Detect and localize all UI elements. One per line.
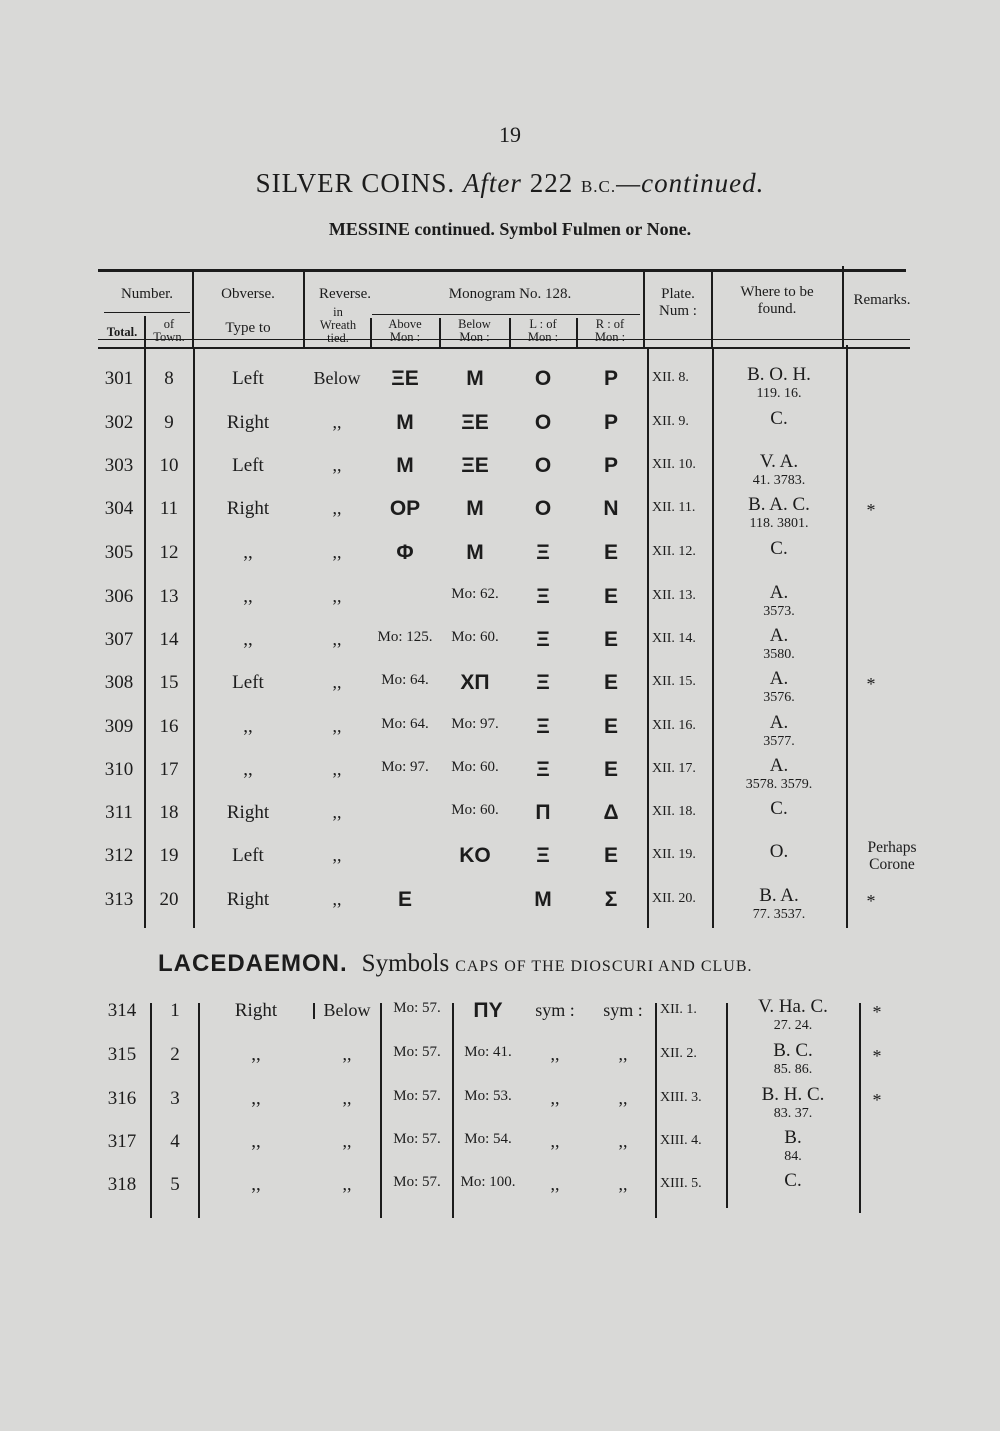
above-monogram: Mo: 57. bbox=[393, 1000, 441, 1016]
plate-number: XII. 9. bbox=[652, 414, 689, 429]
left-of-monogram: Π bbox=[535, 801, 551, 824]
right-of-monogram: P bbox=[603, 411, 618, 434]
below-monogram: Mo: 97. bbox=[451, 716, 499, 732]
number-subrule bbox=[104, 312, 190, 313]
reverse-wreath: ,, bbox=[332, 498, 342, 518]
location-codes: B. H. C. bbox=[761, 1084, 825, 1105]
header-in-wreath: in Wreath tied. bbox=[319, 305, 357, 346]
reverse-wreath: ,, bbox=[332, 802, 342, 822]
plate-number: XII. 18. bbox=[652, 804, 696, 819]
left-of-monogram: Ξ bbox=[536, 671, 550, 694]
reverse-wreath: ,, bbox=[332, 586, 342, 606]
obverse-type: ,, bbox=[251, 1174, 261, 1195]
header-obverse: Obverse. bbox=[221, 286, 275, 302]
left-of-monogram: Ξ bbox=[536, 585, 550, 608]
location-refs: 85. 86. bbox=[773, 1062, 813, 1077]
right-of-monogram: Δ bbox=[603, 801, 619, 824]
left-of-monogram: O bbox=[534, 497, 552, 520]
right-of-monogram: ,, bbox=[618, 1131, 628, 1151]
town-number: 19 bbox=[159, 845, 179, 866]
location-codes: V. A. bbox=[759, 451, 799, 472]
town-number: 17 bbox=[159, 759, 179, 780]
reverse-wreath: ,, bbox=[332, 716, 342, 736]
location-refs: 119. 16. bbox=[756, 386, 802, 401]
remark: * bbox=[872, 1090, 882, 1110]
obverse-type: Left bbox=[232, 672, 264, 693]
left-of-monogram: Ξ bbox=[536, 844, 550, 867]
obverse-type: Right bbox=[226, 889, 270, 910]
above-monogram: ΞE bbox=[391, 367, 419, 390]
header-remarks: Remarks. bbox=[853, 292, 911, 308]
obverse-type: ,, bbox=[243, 586, 253, 607]
left-of-monogram: ,, bbox=[550, 1131, 560, 1151]
above-monogram: E bbox=[397, 888, 412, 911]
location-codes: C. bbox=[784, 1170, 802, 1191]
plate-number: XIII. 5. bbox=[660, 1176, 702, 1191]
town-number: 12 bbox=[159, 542, 179, 563]
header-number: Number. bbox=[120, 286, 174, 302]
header-below-mon: Below Mon : bbox=[458, 317, 491, 345]
total-number: 302 bbox=[104, 412, 134, 433]
remark: Perhaps Corone bbox=[867, 839, 917, 874]
right-of-monogram: ,, bbox=[618, 1174, 628, 1194]
left-of-monogram: Ξ bbox=[536, 628, 550, 651]
page-title bbox=[0, 168, 1000, 199]
above-monogram: Mo: 125. bbox=[377, 629, 433, 645]
right-of-monogram: E bbox=[603, 844, 618, 867]
below-monogram: Mo: 41. bbox=[464, 1044, 512, 1060]
location-refs: 3573. bbox=[763, 604, 795, 619]
reverse-wreath: ,, bbox=[332, 759, 342, 779]
total-number: 311 bbox=[105, 802, 133, 823]
location-refs: 84. bbox=[784, 1149, 802, 1164]
header-total: Total. bbox=[106, 325, 138, 339]
left-of-monogram: ,, bbox=[550, 1088, 560, 1108]
left-of-monogram: M bbox=[534, 888, 552, 911]
below-monogram: ΞE bbox=[461, 454, 489, 477]
below-monogram: KO bbox=[459, 844, 491, 867]
right-of-monogram: P bbox=[603, 454, 618, 477]
obverse-type: Right bbox=[234, 1000, 278, 1021]
plate-number: XII. 16. bbox=[652, 718, 696, 733]
header-right-of-mon: R : of Mon : bbox=[594, 317, 626, 345]
location-refs: 118. 3801. bbox=[749, 516, 809, 531]
location-codes: B. A. bbox=[759, 885, 799, 906]
monogram-subrule bbox=[372, 314, 640, 315]
plate-number: XII. 2. bbox=[660, 1046, 697, 1061]
obverse-type: Left bbox=[232, 845, 264, 866]
town-number: 11 bbox=[159, 498, 179, 519]
title-continued: —continued. bbox=[616, 168, 765, 198]
location-codes: A. bbox=[769, 582, 789, 603]
plate-number: XII. 12. bbox=[652, 544, 696, 559]
above-monogram: Mo: 64. bbox=[381, 716, 429, 732]
col-divider bbox=[846, 345, 848, 928]
town-number: 16 bbox=[159, 716, 179, 737]
header-bottom-rule bbox=[98, 347, 910, 349]
reverse-wreath: ,, bbox=[342, 1088, 352, 1108]
obverse-type: ,, bbox=[251, 1044, 261, 1065]
total-number: 306 bbox=[104, 586, 134, 607]
below-monogram: ΠY bbox=[473, 999, 503, 1022]
total-number: 317 bbox=[107, 1131, 137, 1152]
total-number: 310 bbox=[104, 759, 134, 780]
right-of-monogram: E bbox=[603, 541, 618, 564]
town-number: 10 bbox=[159, 455, 179, 476]
obverse-type: Right bbox=[226, 412, 270, 433]
town-number: 14 bbox=[159, 629, 179, 650]
obverse-type: ,, bbox=[251, 1088, 261, 1109]
obverse-type: ,, bbox=[243, 759, 253, 780]
plate-number: XIII. 4. bbox=[660, 1133, 702, 1148]
below-monogram: M bbox=[466, 541, 484, 564]
remark: * bbox=[866, 500, 876, 520]
remark: * bbox=[866, 891, 876, 911]
obverse-type: Right bbox=[226, 802, 270, 823]
town-number: 5 bbox=[170, 1174, 180, 1195]
left-of-monogram: Ξ bbox=[536, 715, 550, 738]
header-type-to: Type to bbox=[225, 320, 271, 336]
header-of-town: of Town. bbox=[153, 317, 185, 345]
above-monogram: Mo: 57. bbox=[393, 1044, 441, 1060]
reverse-wreath: ,, bbox=[332, 889, 342, 909]
total-number: 316 bbox=[107, 1088, 137, 1109]
above-monogram: Mo: 57. bbox=[393, 1088, 441, 1104]
obverse-type: ,, bbox=[243, 716, 253, 737]
plate-number: XII. 14. bbox=[652, 631, 696, 646]
left-of-monogram: ,, bbox=[550, 1174, 560, 1194]
total-number: 313 bbox=[104, 889, 134, 910]
above-monogram: OP bbox=[389, 497, 421, 520]
header-above-mon: Above Mon : bbox=[388, 317, 422, 345]
left-of-monogram: O bbox=[534, 367, 552, 390]
plate-number: XII. 10. bbox=[652, 457, 696, 472]
lacedaemon-symbols: CAPS OF THE DIOSCURI AND CLUB. bbox=[455, 958, 753, 975]
page-number: 19 bbox=[499, 122, 521, 147]
location-codes: B. C. bbox=[773, 1040, 813, 1061]
total-number: 315 bbox=[107, 1044, 137, 1065]
above-monogram: Mo: 57. bbox=[393, 1174, 441, 1190]
location-codes: C. bbox=[770, 408, 788, 429]
above-monogram: Mo: 57. bbox=[393, 1131, 441, 1147]
location-refs: 83. 37. bbox=[773, 1106, 813, 1121]
reverse-wreath: ,, bbox=[332, 629, 342, 649]
location-refs: 3578. 3579. bbox=[745, 777, 813, 792]
lacedaemon-symbols-label: Symbols bbox=[361, 950, 450, 977]
left-of-monogram: Ξ bbox=[536, 758, 550, 781]
reverse-wreath: ,, bbox=[332, 542, 342, 562]
right-of-monogram: N bbox=[603, 497, 619, 520]
reverse-wreath: ,, bbox=[332, 455, 342, 475]
town-number: 20 bbox=[159, 889, 179, 910]
location-refs: 3576. bbox=[763, 690, 795, 705]
location-refs: 77. 3537. bbox=[752, 907, 806, 922]
above-monogram: M bbox=[396, 454, 414, 477]
above-monogram: M bbox=[396, 411, 414, 434]
col-divider bbox=[859, 1003, 861, 1213]
left-of-monogram: Ξ bbox=[536, 541, 550, 564]
location-refs: 3577. bbox=[763, 734, 795, 749]
total-number: 303 bbox=[104, 455, 134, 476]
obverse-type: Right bbox=[226, 498, 270, 519]
location-codes: A. bbox=[769, 712, 789, 733]
right-of-monogram: E bbox=[603, 671, 618, 694]
remark: * bbox=[872, 1002, 882, 1022]
right-of-monogram: sym : bbox=[603, 1000, 643, 1020]
total-number: 304 bbox=[104, 498, 134, 519]
town-number: 4 bbox=[170, 1131, 180, 1152]
right-of-monogram: ,, bbox=[618, 1088, 628, 1108]
total-number: 312 bbox=[104, 845, 134, 866]
town-number: 8 bbox=[164, 368, 174, 389]
above-monogram: Mo: 64. bbox=[381, 672, 429, 688]
plate-number: XIII. 3. bbox=[660, 1090, 702, 1105]
header-plate: Plate. Num : bbox=[659, 286, 697, 320]
right-of-monogram: ,, bbox=[618, 1044, 628, 1064]
lacedaemon-name: LACEDAEMON. bbox=[158, 950, 348, 977]
reverse-wreath: Below bbox=[313, 368, 361, 388]
location-codes: V. Ha. C. bbox=[758, 996, 828, 1017]
table-top-rule bbox=[98, 269, 906, 272]
obverse-type: Left bbox=[232, 455, 264, 476]
plate-number: XII. 20. bbox=[652, 891, 696, 906]
below-monogram: Mo: 60. bbox=[451, 759, 499, 775]
location-codes: B. O. H. bbox=[747, 364, 811, 385]
below-monogram: Mo: 60. bbox=[451, 802, 499, 818]
left-of-monogram: sym : bbox=[535, 1000, 575, 1020]
left-of-monogram: O bbox=[534, 454, 552, 477]
plate-number: XII. 13. bbox=[652, 588, 696, 603]
total-number: 305 bbox=[104, 542, 134, 563]
total-number: 309 bbox=[104, 716, 134, 737]
header-monogram: Monogram No. 128. bbox=[448, 286, 572, 302]
location-refs: 27. 24. bbox=[773, 1018, 813, 1033]
right-of-monogram: E bbox=[603, 585, 618, 608]
obverse-type: ,, bbox=[243, 629, 253, 650]
location-codes: B. bbox=[784, 1127, 802, 1148]
plate-number: XII. 8. bbox=[652, 370, 689, 385]
location-codes: C. bbox=[770, 538, 788, 559]
right-of-monogram: E bbox=[603, 758, 618, 781]
title-year: 222 bbox=[529, 168, 574, 198]
title-main: SILVER COINS. bbox=[255, 168, 456, 198]
above-monogram: Φ bbox=[396, 541, 414, 564]
obverse-type: Left bbox=[232, 368, 264, 389]
title-after: After bbox=[462, 168, 522, 198]
reverse-wreath: Below bbox=[323, 1000, 371, 1020]
lacedaemon-heading bbox=[158, 950, 753, 978]
total-number: 301 bbox=[104, 368, 134, 389]
total-number: 318 bbox=[107, 1174, 137, 1195]
location-refs: 3580. bbox=[763, 647, 795, 662]
location-codes: A. bbox=[769, 668, 789, 689]
reverse-wreath: ,, bbox=[342, 1044, 352, 1064]
below-monogram: M bbox=[466, 497, 484, 520]
below-monogram: Mo: 60. bbox=[451, 629, 499, 645]
left-of-monogram: O bbox=[534, 411, 552, 434]
obverse-type: ,, bbox=[251, 1131, 261, 1152]
town-number: 15 bbox=[159, 672, 179, 693]
town-number: 2 bbox=[170, 1044, 180, 1065]
below-monogram: M bbox=[466, 367, 484, 390]
town-number: 9 bbox=[164, 412, 174, 433]
below-monogram: ΞE bbox=[461, 411, 489, 434]
total-number: 307 bbox=[104, 629, 134, 650]
location-codes: B. A. C. bbox=[748, 494, 810, 515]
town-number: 18 bbox=[159, 802, 179, 823]
right-of-monogram: Σ bbox=[604, 888, 618, 911]
remark: * bbox=[866, 674, 876, 694]
reverse-wreath: ,, bbox=[332, 845, 342, 865]
header-reverse: Reverse. bbox=[318, 286, 372, 302]
town-number: 13 bbox=[159, 586, 179, 607]
below-monogram: Mo: 53. bbox=[464, 1088, 512, 1104]
right-of-monogram: E bbox=[603, 715, 618, 738]
plate-number: XII. 1. bbox=[660, 1002, 697, 1017]
reverse-wreath: ,, bbox=[332, 672, 342, 692]
reverse-wreath: ,, bbox=[342, 1174, 352, 1194]
location-refs: 41. 3783. bbox=[752, 473, 806, 488]
location-codes: O. bbox=[769, 841, 789, 862]
title-era: B.C. bbox=[580, 177, 617, 196]
below-monogram: Mo: 54. bbox=[464, 1131, 512, 1147]
left-of-monogram: ,, bbox=[550, 1044, 560, 1064]
subtitle: MESSINE continued. Symbol Fulmen or None. bbox=[328, 219, 692, 239]
total-number: 308 bbox=[104, 672, 134, 693]
right-of-monogram: P bbox=[603, 367, 618, 390]
plate-number: XII. 15. bbox=[652, 674, 696, 689]
right-of-monogram: E bbox=[603, 628, 618, 651]
total-number: 314 bbox=[107, 1000, 137, 1021]
below-monogram: XΠ bbox=[460, 671, 490, 694]
plate-number: XII. 17. bbox=[652, 761, 696, 776]
below-monogram: Mo: 62. bbox=[451, 586, 499, 602]
col-divider bbox=[647, 348, 649, 928]
header-left-of-mon: L : of Mon : bbox=[527, 317, 559, 345]
location-codes: A. bbox=[769, 755, 789, 776]
header-where-found: Where to be found. bbox=[740, 284, 814, 318]
below-monogram: Mo: 100. bbox=[460, 1174, 516, 1190]
remark: * bbox=[872, 1046, 882, 1066]
plate-number: XII. 11. bbox=[652, 500, 696, 515]
location-codes: C. bbox=[770, 798, 788, 819]
reverse-wreath: ,, bbox=[332, 412, 342, 432]
location-codes: A. bbox=[769, 625, 789, 646]
town-number: 1 bbox=[170, 1000, 180, 1021]
plate-number: XII. 19. bbox=[652, 847, 696, 862]
obverse-type: ,, bbox=[243, 542, 253, 563]
reverse-wreath: ,, bbox=[342, 1131, 352, 1151]
above-monogram: Mo: 97. bbox=[381, 759, 429, 775]
town-number: 3 bbox=[170, 1088, 180, 1109]
